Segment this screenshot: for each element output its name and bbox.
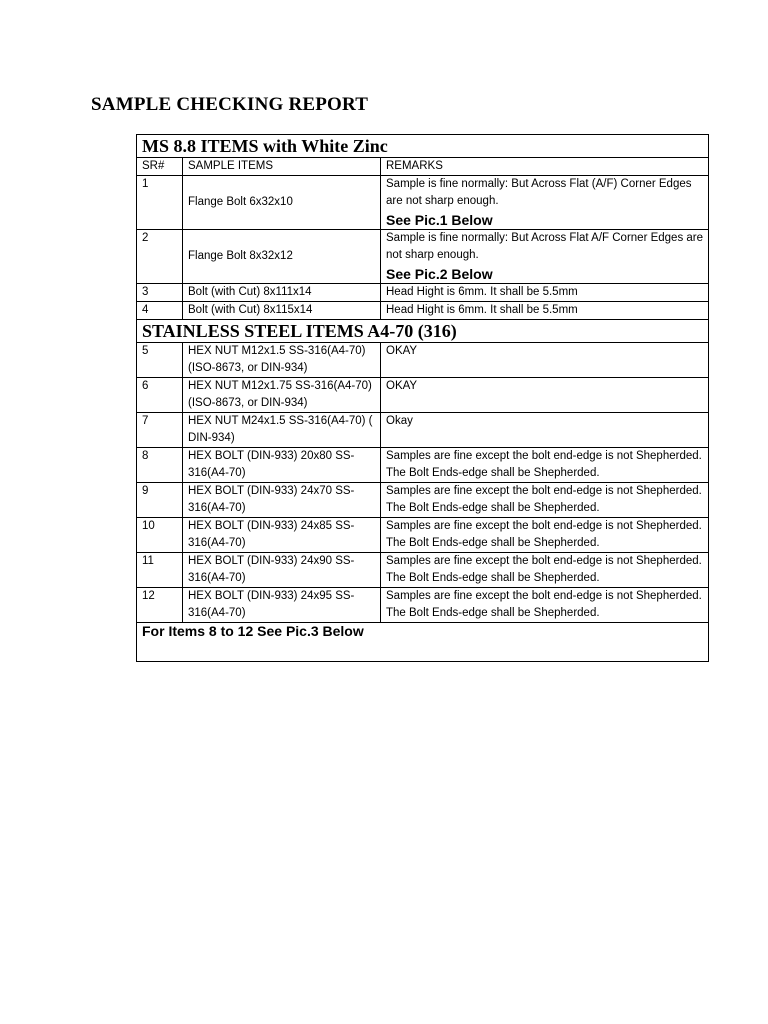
sr-cell: 5 bbox=[137, 343, 183, 378]
table-row bbox=[137, 176, 709, 230]
remark-cell: Samples are fine except the bolt end-edge is not Shepherded. The Bolt Ends-edge shall be Shepherded. bbox=[381, 448, 709, 483]
section-title: STAINLESS STEEL ITEMS A4-70 (316) bbox=[137, 320, 709, 343]
table-row bbox=[137, 553, 709, 588]
remark-cell: Okay bbox=[381, 413, 709, 448]
header-remarks: REMARKS bbox=[381, 158, 709, 176]
table-row bbox=[137, 230, 709, 284]
footer-note: For Items 8 to 12 See Pic.3 Below bbox=[137, 623, 709, 662]
table-row bbox=[137, 483, 709, 518]
section-header-ms bbox=[137, 135, 709, 158]
item-cell: HEX BOLT (DIN-933) 24x95 SS-316(A4-70) bbox=[183, 588, 381, 623]
remark-text: Sample is fine normally: But Across Flat A/F Corner Edges are not sharp enough. bbox=[386, 232, 704, 261]
see-pic-note: See Pic.1 Below bbox=[386, 212, 493, 228]
table-row bbox=[137, 284, 709, 302]
header-sr: SR# bbox=[137, 158, 183, 176]
item-cell: Flange Bolt 8x32x12 bbox=[183, 230, 381, 284]
item-cell: HEX NUT M12x1.75 SS-316(A4-70) (ISO-8673, or DIN-934) bbox=[183, 378, 381, 413]
item-cell: Flange Bolt 6x32x10 bbox=[183, 176, 381, 230]
remark-cell bbox=[381, 230, 709, 284]
remark-cell: Head Hight is 6mm. It shall be 5.5mm bbox=[381, 302, 709, 320]
sr-cell: 2 bbox=[137, 230, 183, 284]
see-pic-note: See Pic.2 Below bbox=[386, 266, 493, 282]
sr-cell: 9 bbox=[137, 483, 183, 518]
sr-cell: 4 bbox=[137, 302, 183, 320]
item-cell: HEX BOLT (DIN-933) 24x70 SS-316(A4-70) bbox=[183, 483, 381, 518]
table-row bbox=[137, 343, 709, 378]
item-cell: Bolt (with Cut) 8x115x14 bbox=[183, 302, 381, 320]
remark-cell: Samples are fine except the bolt end-edge is not Shepherded. The Bolt Ends-edge shall be Shepherded. bbox=[381, 483, 709, 518]
remark-text: Sample is fine normally: But Across Flat (A/F) Corner Edges are not sharp enough. bbox=[386, 178, 692, 207]
table-row bbox=[137, 378, 709, 413]
remark-cell: Head Hight is 6mm. It shall be 5.5mm bbox=[381, 284, 709, 302]
item-cell: HEX NUT M12x1.5 SS-316(A4-70) (ISO-8673, or DIN-934) bbox=[183, 343, 381, 378]
item-cell: HEX NUT M24x1.5 SS-316(A4-70) ( DIN-934) bbox=[183, 413, 381, 448]
footer-row bbox=[137, 623, 709, 662]
remark-cell: Samples are fine except the bolt end-edge is not Shepherded. The Bolt Ends-edge shall be Shepherded. bbox=[381, 588, 709, 623]
sr-cell: 8 bbox=[137, 448, 183, 483]
remark-cell: Samples are fine except the bolt end-edge is not Shepherded. The Bolt Ends-edge shall be Shepherded. bbox=[381, 553, 709, 588]
sr-cell: 1 bbox=[137, 176, 183, 230]
sr-cell: 11 bbox=[137, 553, 183, 588]
header-items: SAMPLE ITEMS bbox=[183, 158, 381, 176]
table-row bbox=[137, 588, 709, 623]
sr-cell: 7 bbox=[137, 413, 183, 448]
remark-cell: OKAY bbox=[381, 378, 709, 413]
sr-cell: 10 bbox=[137, 518, 183, 553]
item-cell: HEX BOLT (DIN-933) 24x90 SS-316(A4-70) bbox=[183, 553, 381, 588]
report-table bbox=[136, 134, 709, 662]
table-row bbox=[137, 302, 709, 320]
table-row bbox=[137, 413, 709, 448]
sr-cell: 6 bbox=[137, 378, 183, 413]
remark-cell: Samples are fine except the bolt end-edge is not Shepherded. The Bolt Ends-edge shall be Shepherded. bbox=[381, 518, 709, 553]
section-header-ss bbox=[137, 320, 709, 343]
section-title: MS 8.8 ITEMS with White Zinc bbox=[137, 135, 709, 158]
remark-cell bbox=[381, 176, 709, 230]
sr-cell: 3 bbox=[137, 284, 183, 302]
table-row bbox=[137, 518, 709, 553]
report-title: SAMPLE CHECKING REPORT bbox=[91, 94, 369, 115]
item-cell: HEX BOLT (DIN-933) 24x85 SS-316(A4-70) bbox=[183, 518, 381, 553]
item-cell: HEX BOLT (DIN-933) 20x80 SS-316(A4-70) bbox=[183, 448, 381, 483]
item-cell: Bolt (with Cut) 8x111x14 bbox=[183, 284, 381, 302]
remark-cell: OKAY bbox=[381, 343, 709, 378]
column-headers bbox=[137, 158, 709, 176]
table-row bbox=[137, 448, 709, 483]
sr-cell: 12 bbox=[137, 588, 183, 623]
